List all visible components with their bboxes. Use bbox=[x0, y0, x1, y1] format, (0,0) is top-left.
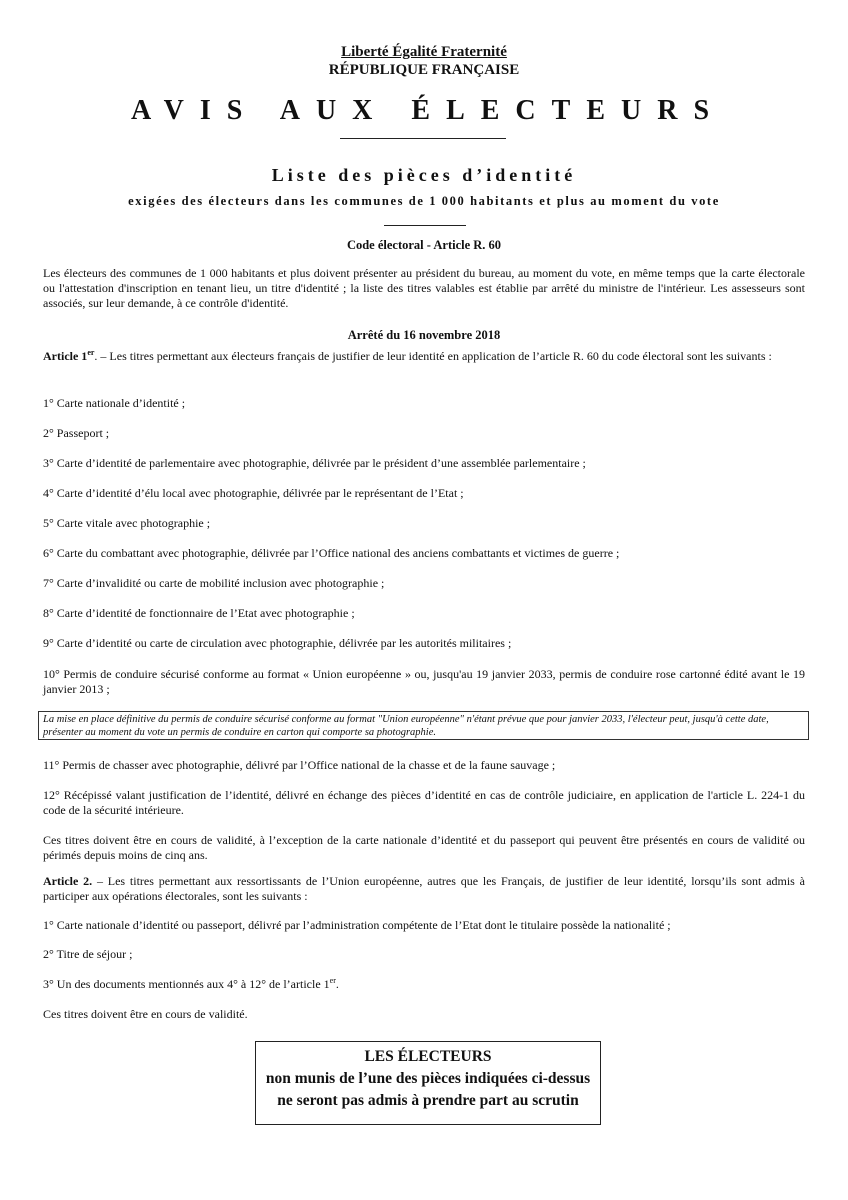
code-heading: Code électoral - Article R. 60 bbox=[346, 238, 502, 252]
document-subtitle: Liste des pièces d’identité bbox=[271, 165, 577, 185]
article-1-paragraph bbox=[43, 349, 805, 364]
validity-paragraph: Ces titres doivent être en cours de validité, à l’exception de la carte nationale d’identité et du passeport qui peuvent être présentés en cours de validité ou périmés depuis moins de cinq ans. bbox=[43, 833, 805, 862]
voter-warning-box bbox=[255, 1041, 601, 1125]
list-item: 1° Carte nationale d’identité ; bbox=[43, 396, 186, 410]
arrete-heading: Arrêté du 16 novembre 2018 bbox=[347, 328, 501, 342]
list-item: 2° Passeport ; bbox=[43, 426, 110, 440]
article-2-label: Article 2. bbox=[43, 874, 93, 888]
article-2-paragraph bbox=[43, 874, 805, 904]
list-item: 8° Carte d’identité de fonctionnaire de l’Etat avec photographie ; bbox=[43, 606, 355, 620]
article-2-item-3-text: 3° Un des documents mentionnés aux 4° à 12° de l’article 1 bbox=[43, 977, 330, 991]
list-item: 10° Permis de conduire sécurisé conforme au format « Union européenne » ou, jusqu'au 19 janvier 2033, permis de conduire rose cartonné édité avant le 19 janvier 2013 ; bbox=[43, 667, 805, 696]
republic-name: RÉPUBLIQUE FRANÇAISE bbox=[328, 62, 520, 78]
list-item: 1° Carte nationale d’identité ou passeport, délivré par l’administration compétente de l’Etat dont le titulaire possède la nationalité ; bbox=[43, 918, 671, 932]
driving-licence-note: La mise en place définitive du permis de conduire sécurisé conforme au format "Union européenne" n'étant prévue que pour janvier 2033, l'électeur peut, jusqu'à cette date, présenter au moment du vote un permis de conduire en carton qui comporte sa photographie. bbox=[38, 711, 809, 740]
code-paragraph: Les électeurs des communes de 1 000 habitants et plus doivent présenter au président du bureau, au moment du vote, en même temps que la carte électorale ou l'attestation d'inscription en tenant lieu, un titre d'identité ; la liste des titres valables est établie par arrêté du ministre de l'intérieur. Les assesseurs sont associés, sur leur demande, à ce contrôle d'identité. bbox=[43, 266, 805, 310]
list-item: 12° Récépissé valant justification de l’identité, délivré en échange des pièces d’identité en cas de contrôle judiciaire, en application de l'article L. 224-1 du code de la sécurité intérieure. bbox=[43, 788, 805, 817]
list-item: 3° Carte d’identité de parlementaire avec photographie, délivrée par le président d’une assemblée parlementaire ; bbox=[43, 456, 586, 470]
article-2-item-3-end: . bbox=[335, 977, 339, 991]
article-1-text: . – Les titres permettant aux électeurs français de justifier de leur identité en application de l’article R. 60 du code électoral sont les suivants : bbox=[94, 349, 772, 363]
list-item bbox=[43, 977, 805, 992]
validity-2-paragraph: Ces titres doivent être en cours de validité. bbox=[43, 1007, 248, 1021]
warning-line-3: ne seront pas admis à prendre part au scrutin bbox=[277, 1092, 579, 1109]
page-title: AVIS AUX ÉLECTEURS bbox=[130, 95, 726, 126]
article-2-text: – Les titres permettant aux ressortissants de l’Union européenne, autres que les Français, de justifier de leur identité, lorsqu’ils sont admis à participer aux opérations électorales, sont les suivants : bbox=[43, 874, 806, 903]
article-1-superscript: er bbox=[87, 348, 95, 357]
list-item: 7° Carte d’invalidité ou carte de mobilité inclusion avec photographie ; bbox=[43, 576, 385, 590]
list-item: 11° Permis de chasser avec photographie, délivré par l’Office national de la chasse et de la faune sauvage ; bbox=[43, 758, 556, 772]
document-subtitle-detail: exigées des électeurs dans les communes de 1 000 habitants et plus au moment du vote bbox=[128, 194, 720, 208]
list-item: 5° Carte vitale avec photographie ; bbox=[43, 516, 211, 530]
list-item: 6° Carte du combattant avec photographie, délivrée par l’Office national des anciens combattants et victimes de guerre ; bbox=[43, 546, 620, 560]
list-item: 4° Carte d’identité d’élu local avec photographie, délivrée par le représentant de l’Etat ; bbox=[43, 486, 464, 500]
warning-line-1: LES ÉLECTEURS bbox=[364, 1048, 492, 1065]
warning-line-2: non munis de l’une des pièces indiquées ci-dessus bbox=[265, 1070, 591, 1087]
subtitle-divider bbox=[384, 225, 466, 226]
list-item: 2° Titre de séjour ; bbox=[43, 947, 133, 961]
list-item: 9° Carte d’identité ou carte de circulation avec photographie, délivrée par les autorités militaires ; bbox=[43, 636, 512, 650]
article-2-item-3-superscript: er bbox=[329, 976, 336, 985]
article-1-label: Article 1 bbox=[43, 349, 88, 363]
republic-motto: Liberté Égalité Fraternité bbox=[341, 44, 507, 60]
title-divider bbox=[340, 138, 506, 139]
